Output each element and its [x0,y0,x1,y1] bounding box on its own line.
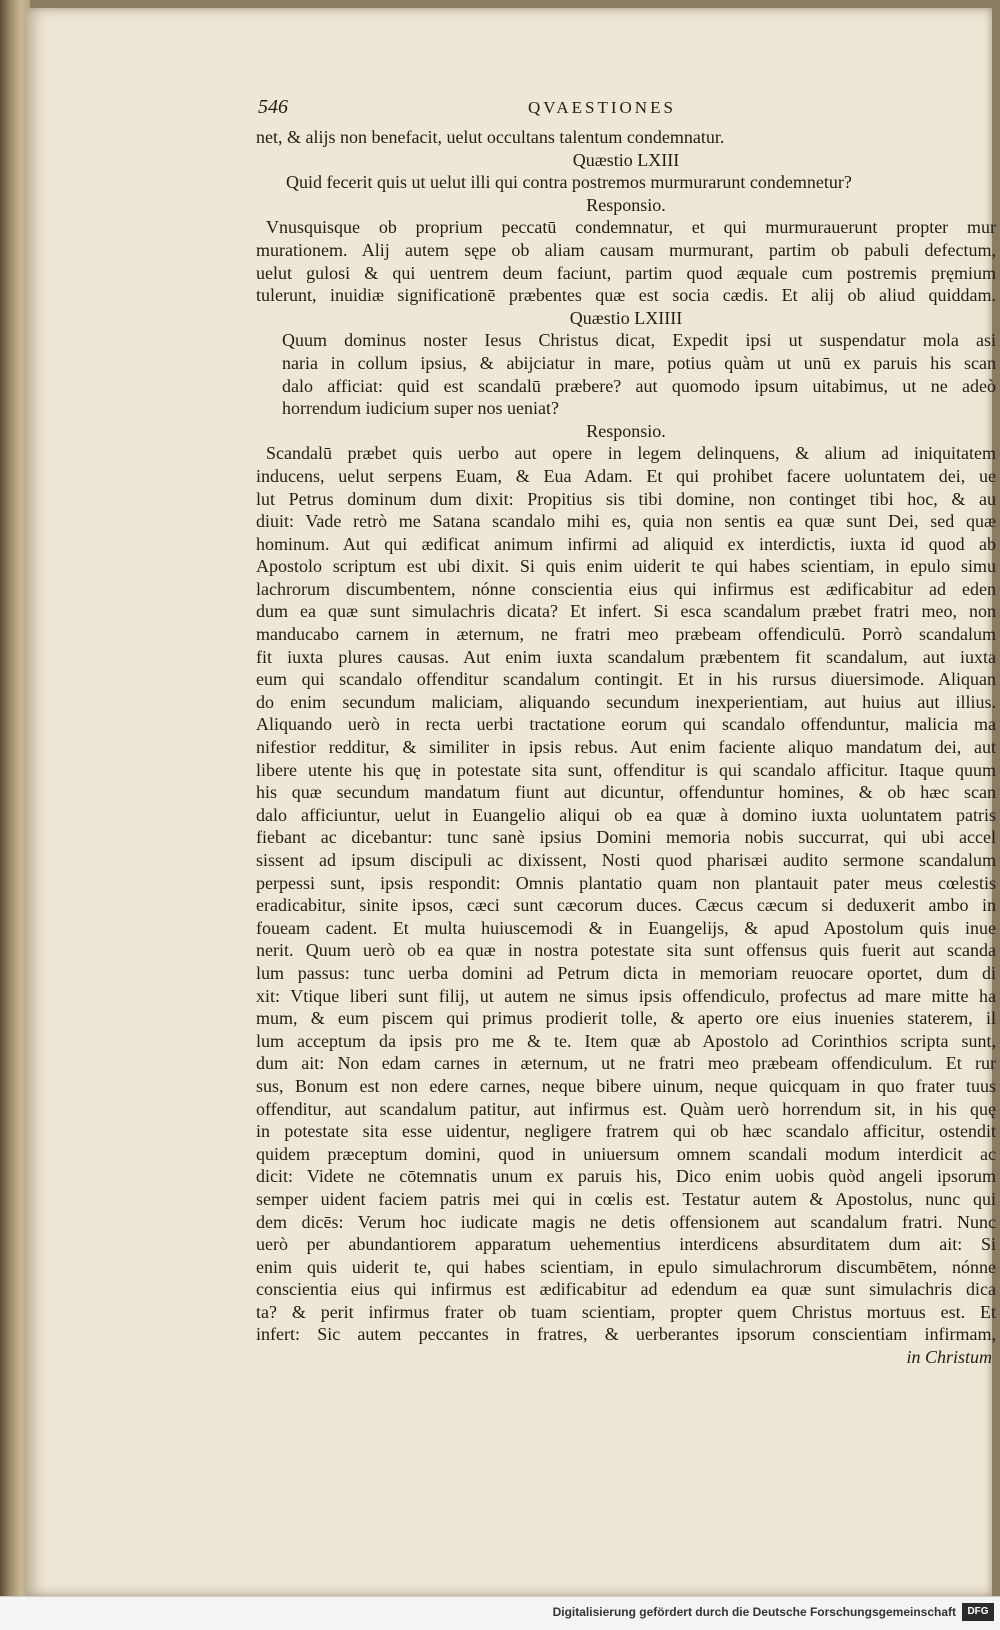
text-line: sissent ad ipsum discipuli ac dixissent, Nosti quod pharisæi audito sermone scandalum [256,850,996,870]
text-line: fit iuxta plures causas. Aut enim iuxta scandalum præbentem fit scandalum, aut iuxta [256,646,996,667]
text-line: mum, & eum piscem qui primus prodierit tolle, & aperto ore eius inuenies staterem, il [256,1008,996,1029]
text-line: enim quis uiderit te, qui habes scientiam, in epulo simulachrorum discumbētem, nónne [256,1256,996,1277]
text-line: eradicabitur, sinite ipsos, cæci sunt cæcorum duces. Cæcus cæcum si deduxerit ambo in [256,895,996,916]
text-line: lut Petrus dominum dum dixit: Propitius sis tibi domine, non continget tibi hoc, & au [256,488,996,509]
text-line: dicit: Videte ne cōtemnatis unum ex paruis his, Dico enim uobis quòd angeli ipsorum [256,1166,996,1187]
question-text [256,329,996,419]
text-line: eum qui scandalo offenditur scandalum contingit. Et in his rursus diuersimode. Aliquan [256,669,996,690]
catchword: in Christum [906,1347,992,1368]
text-line: Vnusquisque ob proprium peccatū condemnatur, et qui murmurauerunt propter mur [266,217,996,238]
text-line: lum acceptum da ipsis pro me & te. Item quæ ab Apostolo ad Corinthios scripta sunt, [256,1030,996,1051]
text-line: dalo afficiuntur, uelut in Euangelio aliqui ob ea quæ à domino iuxta uoluntatem patris [256,804,996,825]
text-line: uelut gulosi & qui uentrem deum faciunt, partim quod æquale cum postremis pręmium [256,262,996,283]
text-line: manducabo carnem in æternum, ne fratri meo præbeam offendiculū. Porrò scandalum [256,624,996,645]
answer-paragraph [256,442,996,1346]
text-line: his quæ secundum mandatum fiunt aut dicuntur, offenduntur homines, & ob hæc scan [256,782,996,803]
text-line: tulerunt, inuidiæ significationē præbentes quæ est socia cædis. Et alij ob aliud quiddam. [256,285,996,306]
text-line: horrendum iudicium super nos ueniat? [282,398,559,419]
text-line: nifestior redditur, & similiter in ipsis rebus. Aut enim faciente aliquo mandatum dei, aut [256,737,996,758]
text-line: hominum. Aut qui ædificat animum infirmi ad aliquid ex interdictis, iuxta id quod ab [256,533,996,554]
text-line: sus, Bonum est non edere carnes, neque bibere uinum, neque quicquam in quo frater tuus [256,1075,996,1096]
text-line: perpessi sunt, ipsis respondit: Omnis plantatio quam non plantauit pater meus cœlestis [256,872,996,893]
running-head: QVAESTIONES [528,98,676,117]
text-line: offenditur, aut scandalum patitur, aut infirmus est. Quàm uerò horrendum sit, in his quę [256,1098,996,1119]
page-number: 546 [258,96,288,118]
text-line: quidem præceptum domini, quod in uniuersum omnem scandali modum interdicit ac [256,1143,996,1164]
text-line: dem dicēs: Verum hoc iudicate magis ne detis offensionem aut scandalum fratri. Nunc [256,1211,996,1232]
responsio-label: Responsio. [586,420,666,441]
text-line: Aliquando uerò in recta uerbi tractatione eorum qui scandalo offenduntur, malicia ma [256,714,996,735]
text-line: infert: Sic autem peccantes in fratres, & uerberantes ipsorum conscientiam infirmam, [256,1324,996,1345]
text-line: lum passus: tunc uerba domini ad Petrum dicta in memoriam reuocare oportet, dum di [256,962,996,983]
text-line: naria in collum ipsius, & abijciatur in mare, potius quàm ut unū ex paruis his scan [282,352,996,373]
text-line: libere utente his quę in potestate sita sunt, offenditur is qui scandalo afficitur. Itaque quum [256,759,996,780]
text-line: do enim secundum maliciam, aliquando secundum inexperientiam, aut huius aut illius. [256,691,996,712]
text-line: diuit: Vade retrò me Satana scandalo mihi es, quia non sentis ea quæ sunt Dei, sed quæ [256,511,996,532]
text-line: Scandalū præbet quis uerbo aut opere in legem delinquens, & alium ad iniquitatem [266,443,996,464]
text-line: dum ait: Non edam carnes in æternum, ut ne fratri meo præbeam offendiculum. Et rur [256,1053,996,1074]
page-header [256,96,996,126]
text-line: dalo afficiat: quid est scandalū præbere? aut quomodo ipsum uitabimus, ut ne adeò [282,375,996,396]
text-line: conscientia eius qui infirmus est ædificabitur ad edendum ea quæ sunt simulachris dica [256,1279,996,1300]
question-heading: Quæstio LXIII [572,149,680,170]
text-line: ta? & perit infirmus frater ob tuam scientiam, propter quem Christus mortuus est. Et [256,1301,996,1322]
dfg-logo-icon[interactable]: DFG [962,1603,994,1621]
text-line: uerò per abundantiorem apparatum uehementius interdicens absurditatem dum ait: Si [256,1234,996,1255]
responsio-label: Responsio. [586,194,666,215]
text-line: Apostolo scriptum est ubi dixit. Si quis enim uiderit te qui habes scientiam, in epulo simu [256,556,996,577]
text-line: dum ea quæ sunt simulachris dicata? Et infert. Si esca scandalum præbet fratri meo, non [256,601,996,622]
text-line: fiebant ac dicebantur: tunc sanè ipsius Domini memoria nobis succurrat, qui ubi accel [256,827,996,848]
funding-credit[interactable]: Digitalisierung gefördert durch die Deutsche Forschungsgemeinschaft [552,1605,956,1619]
text-line: murationem. Alij autem sępe ob aliam causam murmurant, partim ob pabuli defectum, [256,239,996,260]
text-line: in potestate sita esse uidentur, negligere fratrem qui ob hæc scandalo afficitur, ostendit [256,1121,996,1142]
carryover-line: net, & alijs non benefacit, uelut occultans talentum condemnatur. [256,127,725,147]
question-title: Quid fecerit quis ut uelut illi qui contra postremos murmurarunt condemnetur? [286,172,852,193]
text-line: foueam cadent. Et multa huiuscemodi & in Euangelijs, & apud Apostolum quis inue [256,917,996,938]
text-line: Quum dominus noster Iesus Christus dicat, Expedit ipsi ut suspendatur mola asi [282,330,996,351]
page-text-block [256,96,996,1369]
text-line: xit: Vtique liberi sunt filij, ut autem ne simus ipsis offendiculo, profectus ad mare mitte ha [256,985,996,1006]
text-line: inducens, uelut serpens Euam, & Eua Adam. Et qui prohibet facere uoluntatem dei, ue [256,465,996,486]
question-heading: Quæstio LXIIII [569,307,683,328]
answer-paragraph [256,216,996,306]
footer-bar [0,1596,1000,1630]
text-line: semper uident faciem patris mei qui in cœlis est. Testatur autem & Apostolus, nunc qui [256,1188,996,1209]
text-line: lachrorum discumbentem, nónne conscientia eius qui infirmus est ædificabitur ad eden [256,578,996,599]
text-line: nerit. Quum uerò ob ea quæ in nostra potestate sita sunt offensus quis fuerit aut scanda [256,940,996,961]
book-page [26,8,996,1596]
